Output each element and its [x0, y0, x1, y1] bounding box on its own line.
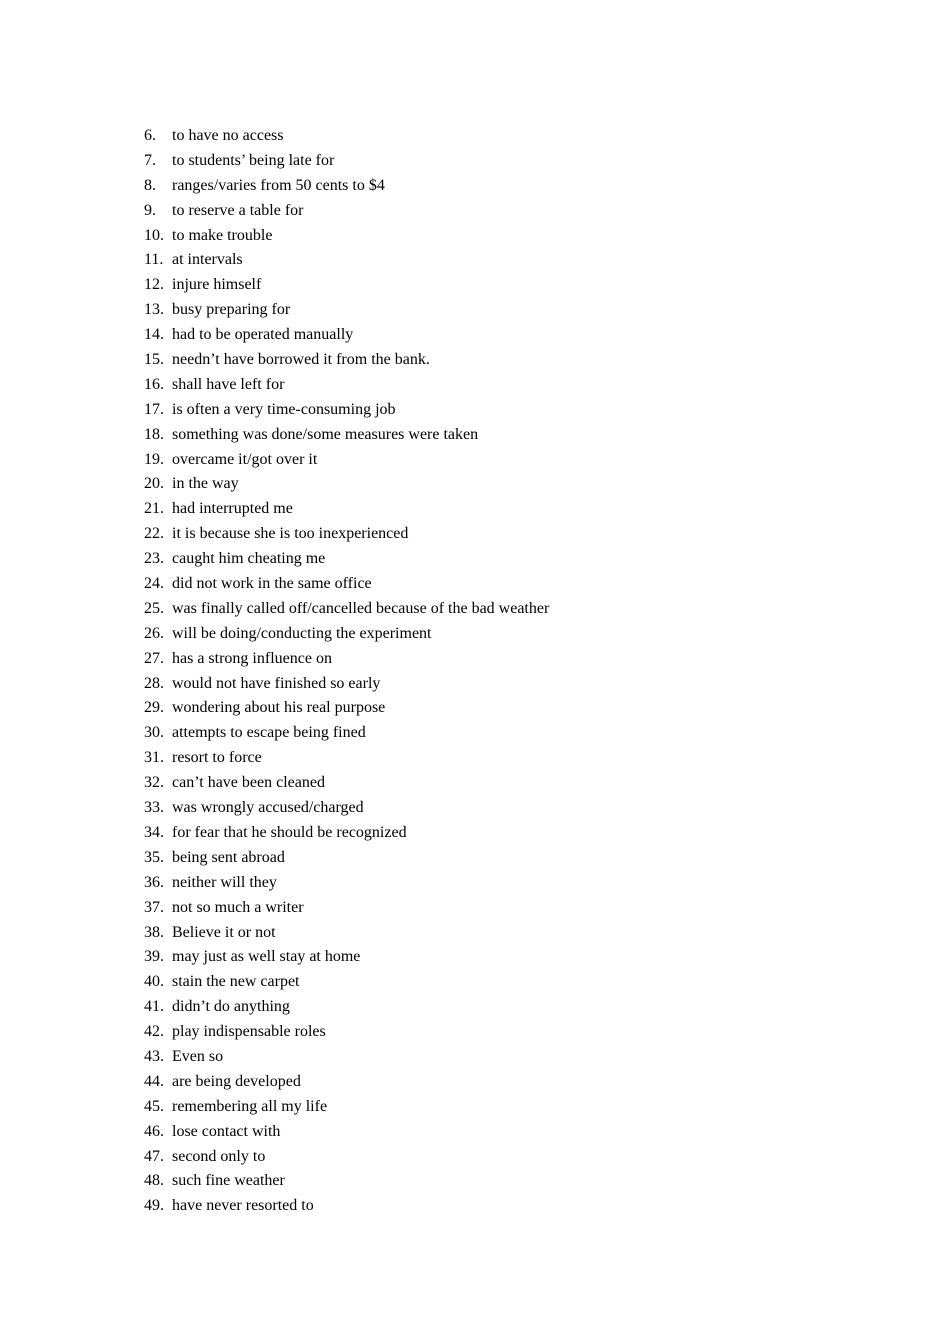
list-item [144, 672, 549, 697]
item-number: 14. [144, 326, 164, 344]
item-number: 42. [144, 1023, 164, 1041]
item-text: had to be operated manually [172, 326, 354, 344]
item-text: to students’ being late for [172, 151, 335, 169]
item-text: will be doing/conducting the experiment [172, 624, 432, 642]
item-number: 25. [144, 599, 164, 617]
item-text: second only to [172, 1147, 266, 1165]
item-number: 10. [144, 226, 164, 244]
list-item [144, 1120, 549, 1145]
list-item [144, 224, 549, 249]
list-item [144, 472, 549, 497]
item-text: stain the new carpet [172, 973, 300, 991]
item-number: 45. [144, 1097, 164, 1115]
item-text: Even so [172, 1047, 224, 1065]
list-item [144, 647, 549, 672]
item-text: resort to force [172, 749, 262, 767]
item-text: in the way [172, 475, 239, 493]
list-item [144, 1145, 549, 1170]
item-text: was wrongly accused/charged [172, 799, 364, 817]
item-text: for fear that he should be recognized [172, 823, 407, 841]
list-item [144, 597, 549, 622]
item-text: has a strong influence on [172, 649, 332, 667]
item-number: 6. [144, 127, 156, 144]
item-text: is often a very time-consuming job [172, 400, 396, 418]
item-text: injure himself [172, 276, 262, 294]
item-number: 47. [144, 1147, 164, 1165]
item-number: 19. [144, 450, 164, 468]
list-item [144, 746, 549, 771]
item-number: 8. [144, 176, 156, 194]
list-item [144, 572, 549, 597]
item-text: overcame it/got over it [172, 450, 318, 468]
list-item [144, 871, 549, 896]
item-number: 11. [144, 251, 164, 269]
item-text: can’t have been cleaned [172, 774, 325, 792]
item-text: to make trouble [172, 226, 273, 244]
item-text: it is because she is too inexperienced [172, 525, 409, 543]
item-text: have never resorted to [172, 1197, 314, 1215]
list-item [144, 124, 549, 149]
list-item [144, 1095, 549, 1120]
item-text: not so much a writer [172, 898, 304, 916]
item-number: 34. [144, 823, 164, 841]
item-number: 33. [144, 799, 164, 817]
item-text: caught him cheating me [172, 550, 326, 568]
item-text: busy preparing for [172, 301, 291, 319]
item-number: 16. [144, 375, 164, 393]
item-number: 31. [144, 749, 164, 767]
item-text: something was done/some measures were taken [172, 425, 479, 443]
item-text: didn’t do anything [172, 998, 290, 1016]
item-number: 46. [144, 1122, 164, 1140]
item-number: 30. [144, 724, 164, 742]
item-number: 38. [144, 923, 164, 941]
item-number: 15. [144, 351, 164, 369]
item-text: attempts to escape being fined [172, 724, 366, 742]
item-text: would not have finished so early [172, 674, 381, 692]
item-text: was finally called off/cancelled because of the bad weather [172, 599, 550, 617]
item-number: 29. [144, 699, 164, 717]
item-number: 41. [144, 998, 164, 1016]
item-text: being sent abroad [172, 848, 285, 866]
list-item [144, 199, 549, 224]
list-item [144, 273, 549, 298]
item-number: 7. [144, 151, 156, 169]
item-text: remembering all my life [172, 1097, 328, 1115]
item-number: 12. [144, 276, 164, 294]
answer-list [144, 124, 549, 1219]
item-number: 36. [144, 873, 164, 891]
item-number: 21. [144, 500, 164, 518]
item-text: to have no access [172, 127, 284, 144]
item-text: are being developed [172, 1072, 301, 1090]
item-text: such fine weather [172, 1172, 285, 1190]
list-item [144, 423, 549, 448]
item-number: 9. [144, 201, 156, 219]
item-text: did not work in the same office [172, 575, 372, 593]
list-item [144, 348, 549, 373]
item-number: 48. [144, 1172, 164, 1190]
list-item [144, 497, 549, 522]
list-item [144, 1169, 549, 1194]
item-number: 40. [144, 973, 164, 991]
item-number: 37. [144, 898, 164, 916]
item-text: lose contact with [172, 1122, 281, 1140]
item-text: neither will they [172, 873, 277, 891]
item-text: may just as well stay at home [172, 948, 361, 966]
list-item [144, 1020, 549, 1045]
list-item [144, 248, 549, 273]
item-number: 18. [144, 425, 164, 443]
item-text: wondering about his real purpose [172, 699, 386, 717]
item-text: had interrupted me [172, 500, 293, 518]
list-item [144, 771, 549, 796]
item-text: needn’t have borrowed it from the bank. [172, 351, 430, 369]
list-item [144, 796, 549, 821]
item-number: 44. [144, 1072, 164, 1090]
item-text: ranges/varies from 50 cents to $4 [172, 176, 385, 194]
list-item [144, 622, 549, 647]
item-number: 22. [144, 525, 164, 543]
item-number: 32. [144, 774, 164, 792]
item-text: to reserve a table for [172, 201, 304, 219]
list-item [144, 821, 549, 846]
list-item [144, 921, 549, 946]
list-item [144, 970, 549, 995]
list-item [144, 522, 549, 547]
item-number: 39. [144, 948, 164, 966]
item-number: 27. [144, 649, 164, 667]
list-item [144, 1194, 549, 1219]
list-item [144, 174, 549, 199]
item-text: shall have left for [172, 375, 285, 393]
list-item [144, 323, 549, 348]
item-number: 20. [144, 475, 164, 493]
item-number: 23. [144, 550, 164, 568]
list-item [144, 398, 549, 423]
item-number: 24. [144, 575, 164, 593]
list-item [144, 373, 549, 398]
item-text: play indispensable roles [172, 1023, 326, 1041]
list-item [144, 149, 549, 174]
item-number: 49. [144, 1197, 164, 1215]
list-item [144, 721, 549, 746]
list-item [144, 846, 549, 871]
item-text: Believe it or not [172, 923, 276, 941]
list-item [144, 896, 549, 921]
item-number: 35. [144, 848, 164, 866]
list-item [144, 1045, 549, 1070]
item-number: 17. [144, 400, 164, 418]
list-item [144, 298, 549, 323]
item-number: 26. [144, 624, 164, 642]
list-item [144, 1070, 549, 1095]
item-number: 28. [144, 674, 164, 692]
list-item [144, 448, 549, 473]
list-item [144, 995, 549, 1020]
item-text: at intervals [172, 251, 243, 269]
list-item [144, 547, 549, 572]
list-item [144, 945, 549, 970]
item-number: 13. [144, 301, 164, 319]
item-number: 43. [144, 1047, 164, 1065]
list-item [144, 696, 549, 721]
